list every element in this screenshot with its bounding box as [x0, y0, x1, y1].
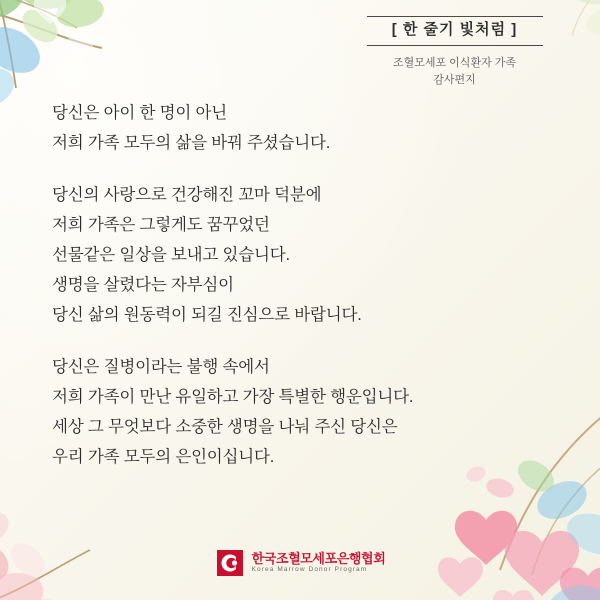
letter-body: [52, 98, 552, 472]
subtitle-line-1: 조혈모세포 이식환자 가족: [393, 56, 516, 69]
letter-line: 세상 그 무엇보다 소중한 생명을 나눠 주신 당신은: [52, 418, 398, 437]
card-header: [337, 16, 572, 89]
paragraph: [52, 98, 552, 158]
letter-line: 당신은 질병이라는 불행 속에서: [52, 358, 270, 377]
letter-line: 당신 삶의 원동력이 되길 진심으로 바랍니다.: [52, 306, 362, 325]
letter-line: 우리 가족 모두의 은인이십니다.: [52, 448, 275, 467]
title-frame: [367, 16, 543, 46]
letter-line: 생명을 살렸다는 자부심이: [52, 276, 234, 295]
page-title: [ 한 줄기 빛처럼 ]: [391, 21, 518, 38]
organization-logo: [215, 548, 386, 578]
letter-line: 당신은 아이 한 명이 아닌: [52, 104, 227, 122]
paragraph: [52, 352, 552, 472]
logo-name-english: Korea Marrow Donor Program: [251, 566, 368, 574]
logo-name-korean: 한국조혈모세포은행협회: [251, 550, 386, 566]
footer: [0, 548, 600, 578]
logo-text-block: [252, 552, 386, 574]
letter-line: 선물같은 일상을 보내고 있습니다.: [52, 246, 290, 265]
paragraph: [52, 180, 552, 330]
letter-line: 당신의 사랑으로 건강해진 꼬마 덕분에: [52, 186, 322, 205]
letter-line: 저희 가족이 만난 유일하고 가장 특별한 행운입니다.: [52, 388, 414, 407]
letter-line: 저희 가족은 그렇게도 꿈꾸었던: [52, 216, 270, 235]
c-mark-icon: [215, 548, 245, 578]
letter-line: 저희 가족 모두의 삶을 바꿔 주셨습니다.: [52, 134, 331, 153]
subtitle: [337, 55, 572, 89]
subtitle-line-2: 감사편지: [433, 73, 476, 86]
